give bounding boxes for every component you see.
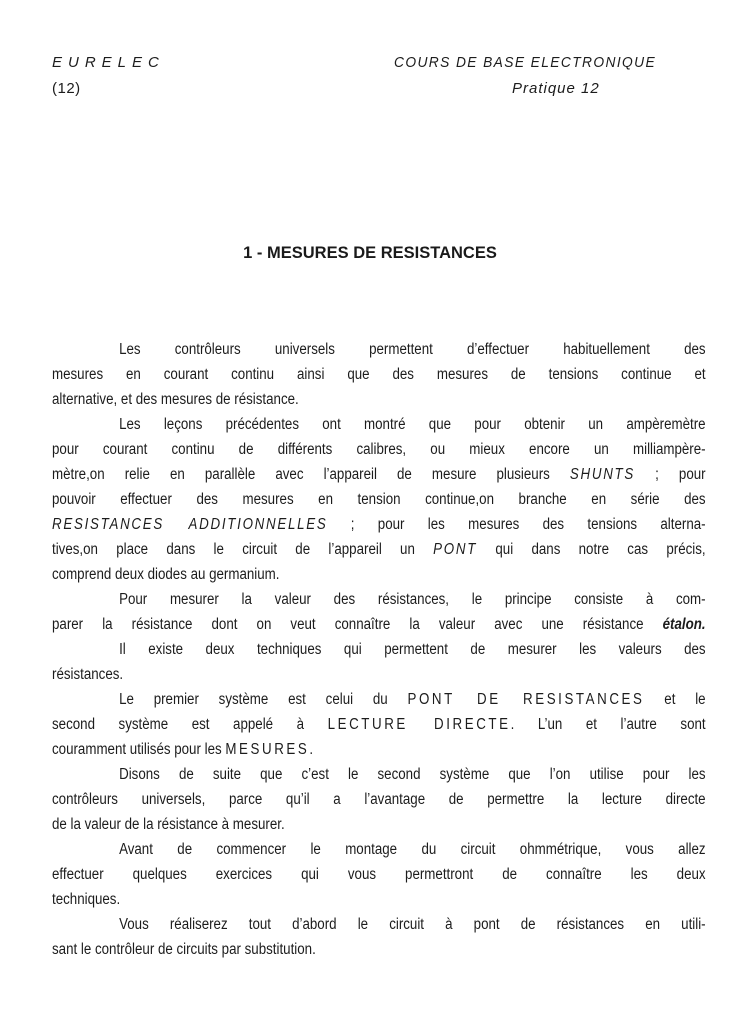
paragraph: [52, 637, 706, 687]
text-line: contrôleurs universels, parce qu’il a l’avantage de permettre la lecture directe: [52, 791, 706, 808]
text-run: qui dans notre cas précis,: [495, 541, 706, 558]
text-line: [52, 462, 706, 487]
text-line: techniques.: [52, 891, 121, 908]
paragraph: [52, 837, 706, 912]
practice-label: Pratique 12: [512, 80, 600, 97]
text-run: couramment utilisés pour les: [52, 741, 222, 758]
text-line: mesures en courant continu ainsi que des mesures de tensions continue et: [52, 366, 706, 383]
text-line: Vous réaliserez tout d’abord le circuit à pont de résistances en utili-: [119, 916, 706, 933]
text-line: Il existe deux techniques qui permettent de mesurer les valeurs des: [119, 641, 706, 658]
text-line: [52, 512, 706, 537]
text-run: ; pour: [655, 466, 706, 483]
text-line: [52, 737, 706, 762]
text-line: alternative, et des mesures de résistance.: [52, 391, 299, 408]
section-title: 1 - MESURES DE RESISTANCES: [243, 244, 497, 262]
text-line: [52, 687, 706, 712]
lesson-number: (12): [52, 80, 81, 97]
paragraph: [52, 337, 706, 412]
text-run: ; pour les mesures des tensions alterna-: [350, 516, 706, 533]
text-run: .: [309, 741, 314, 758]
text-line: Avant de commencer le montage du circuit ohmmétrique, vous allez: [119, 841, 706, 858]
emphasis-resistances-additionnelles: RESISTANCES ADDITIONNELLES: [52, 516, 328, 533]
text-line: de la valeur de la résistance à mesurer.: [52, 816, 285, 833]
text-line: effectuer quelques exercices qui vous permettront de connaître les deux: [52, 866, 706, 883]
emphasis-mesures: MESURES: [225, 741, 310, 758]
text-line: [52, 612, 706, 637]
text-line: résistances.: [52, 666, 124, 683]
brand-name: EURELEC: [52, 54, 165, 71]
text-run: Le premier système est celui du: [119, 691, 388, 708]
paragraph: [52, 687, 706, 762]
emphasis-pont-de-resistances: PONT DE RESISTANCES: [407, 691, 645, 708]
text-line: Les contrôleurs universels permettent d’effectuer habituellement des: [119, 341, 706, 358]
text-line: [52, 712, 706, 737]
paragraph: [52, 762, 706, 837]
text-run: parer la résistance dont on veut connaître la valeur avec une résistance: [52, 616, 644, 633]
text-run: et le: [664, 691, 706, 708]
text-run: second système est appelé à: [52, 716, 305, 733]
text-line: Disons de suite que c’est le second système que l’on utilise pour les: [119, 766, 706, 783]
text-line: Les leçons précédentes ont montré que pour obtenir un ampèremètre: [119, 416, 706, 433]
text-line: pouvoir effectuer des mesures en tension continue,on branche en série des: [52, 491, 706, 508]
text-line: sant le contrôleur de circuits par substitution.: [52, 941, 316, 958]
text-run: mètre,on relie en parallèle avec l’appareil de mesure plusieurs: [52, 466, 550, 483]
course-title: COURS DE BASE ELECTRONIQUE: [394, 54, 657, 71]
text-line: [52, 537, 706, 562]
emphasis-etalon: étalon.: [662, 616, 706, 633]
paragraph: [52, 587, 706, 637]
text-run: tives,on place dans le circuit de l’appareil un: [52, 541, 415, 558]
paragraph: [52, 412, 706, 587]
paragraph: [52, 912, 706, 962]
text-line: comprend deux diodes au germanium.: [52, 566, 280, 583]
text-line: Pour mesurer la valeur des résistances, le principe consiste à com-: [119, 591, 706, 608]
text-run: . L’un et l’autre sont: [510, 716, 706, 733]
text-line: pour courant continu de différents calibres, ou mieux encore un milliampère-: [52, 441, 706, 458]
emphasis-shunts: SHUNTS: [569, 466, 636, 483]
emphasis-pont: PONT: [433, 541, 478, 558]
emphasis-lecture-directe: LECTURE DIRECTE: [327, 716, 511, 733]
